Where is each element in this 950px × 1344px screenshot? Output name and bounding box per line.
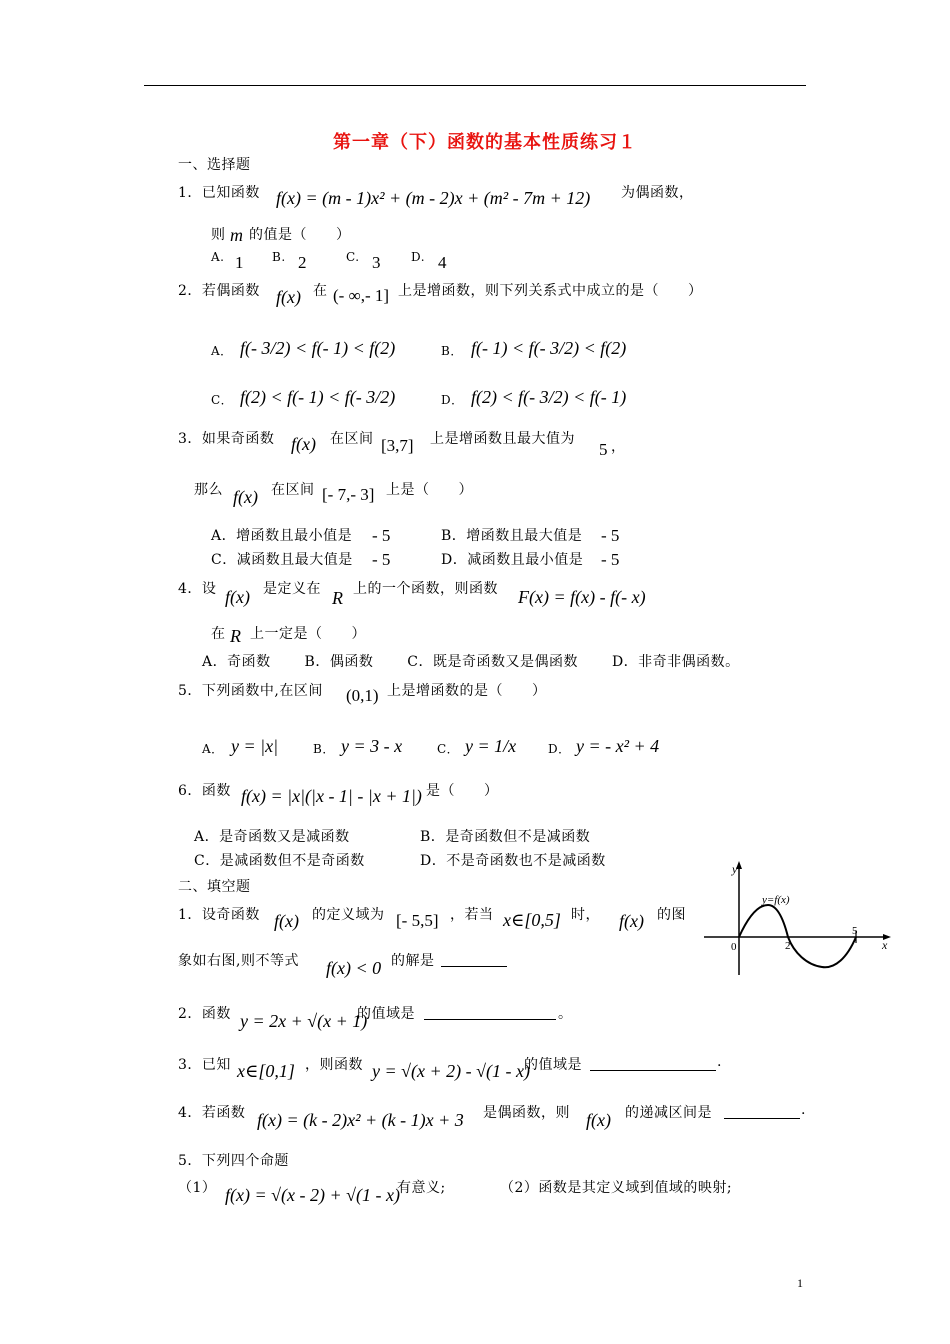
curve-label: y=f(x) <box>762 894 790 906</box>
fill-3-tail: 的值域是 <box>524 1057 582 1073</box>
option-value: 1 <box>235 253 244 272</box>
fill-5-proposition-2: （2）函数是其定义域到值域的映射; <box>500 1180 733 1196</box>
question-3-fx2: f(x) <box>233 487 258 507</box>
fill-4-tail: 的递减区间是 <box>625 1105 712 1121</box>
option-value: 4 <box>438 253 447 272</box>
x-axis-label: x <box>882 938 888 952</box>
fill-1-line2b: 的解是 <box>391 953 435 969</box>
question-3-option-b-value: - 5 <box>601 526 620 545</box>
question-5-option-c: y = 1/x <box>465 736 517 756</box>
question-3-fx: f(x) <box>291 434 316 454</box>
question-1-line2: 则 <box>211 227 226 243</box>
fill-5-stem: 5．下列四个命题 <box>178 1153 289 1169</box>
question-2-option-a: f(- 3/2) < f(- 1) < f(2) <box>240 338 396 358</box>
option-label: D. <box>411 250 426 264</box>
option-label: B． <box>441 344 463 358</box>
header-rule <box>144 85 806 86</box>
question-3-option-a: A．增函数且最小值是 <box>211 528 353 544</box>
question-4-r: R <box>332 588 343 608</box>
question-3-comma: ， <box>611 439 626 455</box>
question-3-line2: 那么 <box>194 482 223 498</box>
question-5-interval: (0,1) <box>346 686 379 705</box>
question-3-stem: 3．如果奇函数 <box>178 431 275 447</box>
question-5-option-a: y = |x| <box>231 736 279 756</box>
option-label: C. <box>346 250 360 264</box>
question-3-option-a-value: - 5 <box>372 526 391 545</box>
section-heading-fill: 二、填空题 <box>178 879 251 895</box>
page-title: 第一章（下）函数的基本性质练习１ <box>333 132 637 153</box>
question-3-tail: 上是增函数且最大值为 <box>430 431 575 447</box>
option-label: C． <box>211 393 234 407</box>
question-1-line2b: 的值是（ ） <box>249 227 351 243</box>
fill-1-tail: 的图 <box>657 907 686 923</box>
question-3-interval2: [- 7,- 3] <box>322 485 375 504</box>
question-6-option-d: D．不是奇函数也不是减函数 <box>420 853 606 869</box>
function-curve <box>739 905 856 967</box>
fill-1-condition: x∈[0,5] <box>503 910 561 930</box>
question-3-option-c: C．减函数且最大值是 <box>211 552 353 568</box>
option-label: A． <box>211 344 233 358</box>
question-2-mid: 在 <box>313 283 328 299</box>
question-3-mid: 在区间 <box>330 431 374 447</box>
fill-2-answer-blank[interactable] <box>424 1005 556 1020</box>
fill-1-mid2: ，若当 <box>450 907 494 923</box>
fill-3-stem: 3．已知 <box>178 1057 231 1073</box>
question-3-interval: [3,7] <box>381 436 414 455</box>
question-4-stem: 4．设 <box>178 581 217 597</box>
tick-label-5: 5 <box>852 925 858 937</box>
question-2-tail: 上是增函数，则下列关系式中成立的是（ ） <box>398 283 703 299</box>
question-1-var: m <box>230 225 243 245</box>
fill-1-interval: [- 5,5] <box>396 911 439 930</box>
fill-3-formula: y = √(x + 2) - √(1 - x) <box>372 1061 530 1081</box>
question-2-fx: f(x) <box>276 287 301 307</box>
fill-2-tail: 的值域是 <box>357 1006 415 1022</box>
fill-1-fx2: f(x) <box>619 911 644 931</box>
question-3-option-b: B．增函数且最大值是 <box>441 528 583 544</box>
question-2-option-d: f(2) < f(- 3/2) < f(- 1) <box>471 387 627 407</box>
option-label: D． <box>548 742 571 756</box>
question-6-tail: 是（ ） <box>426 783 499 799</box>
fill-1-stem: 1．设奇函数 <box>178 907 260 923</box>
fill-1-mid: 的定义域为 <box>312 907 385 923</box>
question-3-value: 5 <box>599 440 608 459</box>
option-label: B. <box>272 250 286 264</box>
fill-1-mid3: 时， <box>571 907 600 923</box>
question-1-tail: 为偶函数， <box>621 185 694 201</box>
option-label: D． <box>441 393 464 407</box>
fill-4-formula: f(x) = (k - 2)x² + (k - 1)x + 3 <box>257 1110 464 1130</box>
fill-5-proposition-1-tail: 有意义; <box>397 1180 446 1196</box>
question-5-option-d: y = - x² + 4 <box>576 736 660 756</box>
fill-4-end: . <box>801 1102 806 1118</box>
option-label: C． <box>437 742 460 756</box>
question-1-formula: f(x) = (m - 1)x² + (m - 2)x + (m² - 7m + 12) <box>276 188 591 208</box>
question-4-formula: F(x) = f(x) - f(- x) <box>518 587 646 607</box>
option-label: A. <box>211 250 225 264</box>
question-2-option-c: f(2) < f(- 1) < f(- 3/2) <box>240 387 396 407</box>
question-5-stem: 5．下列函数中,在区间 <box>178 683 323 699</box>
question-2-stem: 2．若偶函数 <box>178 283 260 299</box>
question-1-stem: 1．已知函数 <box>178 185 260 201</box>
question-3-line2b: 在区间 <box>271 482 315 498</box>
fill-5-proposition-1-formula: f(x) = √(x - 2) + √(1 - x) <box>225 1185 400 1205</box>
fill-2-stem: 2．函数 <box>178 1006 231 1022</box>
question-2-option-b: f(- 1) < f(- 3/2) < f(2) <box>471 338 627 358</box>
option-value: 2 <box>298 253 307 272</box>
section-heading-choice: 一、选择题 <box>178 157 251 173</box>
question-3-option-d-value: - 5 <box>601 550 620 569</box>
fill-1-line2: 象如右图,则不等式 <box>178 953 299 969</box>
fill-4-fx: f(x) <box>586 1110 611 1130</box>
question-4-r2: R <box>230 626 241 646</box>
fill-1-inequality: f(x) < 0 <box>326 958 382 978</box>
question-3-option-c-value: - 5 <box>372 550 391 569</box>
function-graph <box>702 855 894 980</box>
question-3-option-d: D．减函数且最小值是 <box>441 552 584 568</box>
question-5-option-b: y = 3 - x <box>341 736 403 756</box>
question-6-formula: f(x) = |x|(|x - 1| - |x + 1|) <box>241 786 422 806</box>
question-4-options: A．奇函数 B．偶函数 C．既是奇函数又是偶函数 D．非奇非偶函数。 <box>202 654 740 670</box>
question-5-tail: 上是增函数的是（ ） <box>387 683 547 699</box>
fill-3-mid: ，则函数 <box>305 1057 363 1073</box>
page-number: 1 <box>797 1276 803 1290</box>
fill-1-answer-blank[interactable] <box>441 952 507 967</box>
question-4-mid: 是定义在 <box>263 581 321 597</box>
question-4-line2b: 上一定是（ ） <box>250 626 366 642</box>
question-4-fx: f(x) <box>225 587 250 607</box>
question-3-line2c: 上是（ ） <box>386 482 473 498</box>
fill-2-formula: y = 2x + √(x + 1) <box>240 1011 368 1031</box>
y-axis-label: y <box>732 862 738 876</box>
option-value: 3 <box>372 253 381 272</box>
origin-label: 0 <box>731 941 737 953</box>
fill-4-answer-blank[interactable] <box>724 1104 800 1119</box>
fill-3-end: . <box>717 1054 722 1070</box>
fill-4-stem: 4．若函数 <box>178 1105 246 1121</box>
option-label: A． <box>202 742 224 756</box>
question-6-option-c: C．是减函数但不是奇函数 <box>194 853 365 869</box>
fill-1-fx: f(x) <box>274 911 299 931</box>
fill-5-proposition-1-label: （1） <box>178 1180 217 1196</box>
fill-4-mid: 是偶函数，则 <box>483 1105 570 1121</box>
question-6-stem: 6．函数 <box>178 783 231 799</box>
question-4-tail: 上的一个函数，则函数 <box>353 581 498 597</box>
tick-label-2: 2 <box>785 940 791 952</box>
question-4-line2: 在 <box>211 626 226 642</box>
fill-2-end: 。 <box>558 1006 573 1022</box>
question-6-option-a: A．是奇函数又是减函数 <box>194 829 350 845</box>
fill-3-condition: x∈[0,1] <box>237 1061 295 1081</box>
question-6-option-b: B．是奇函数但不是减函数 <box>420 829 591 845</box>
question-2-interval: (- ∞,- 1] <box>333 286 390 305</box>
fill-3-answer-blank[interactable] <box>590 1056 716 1071</box>
option-label: B． <box>313 742 335 756</box>
